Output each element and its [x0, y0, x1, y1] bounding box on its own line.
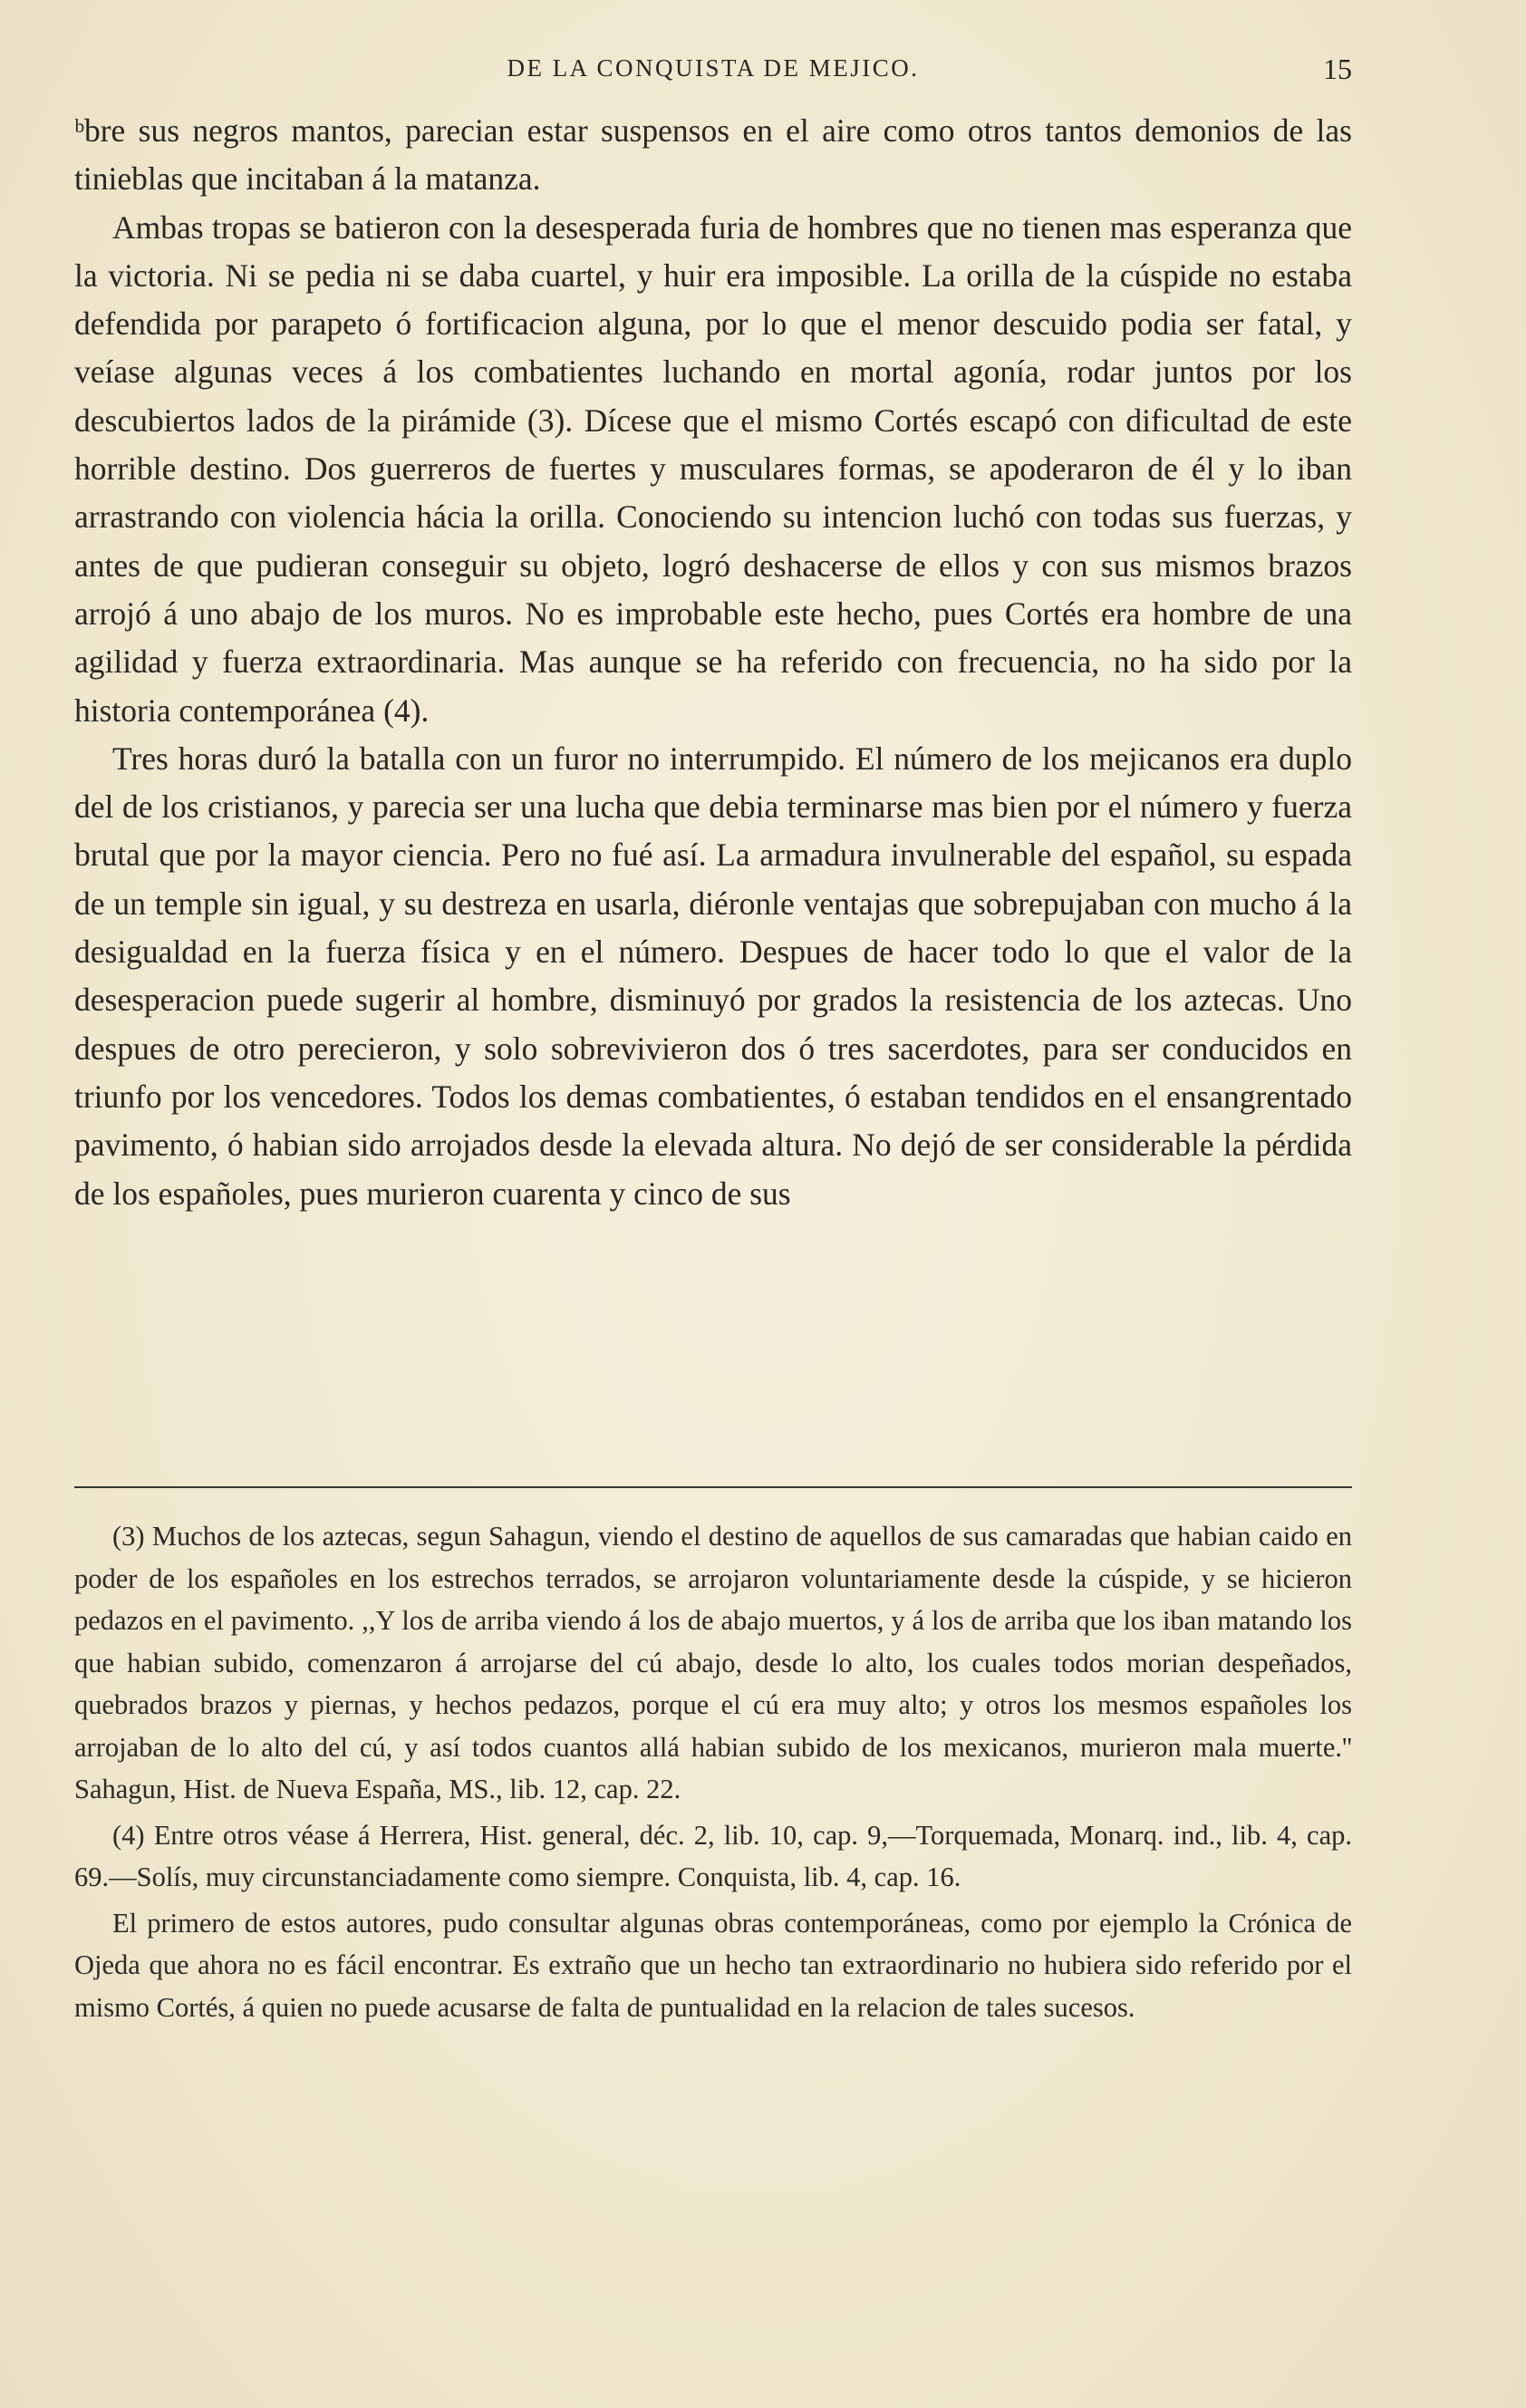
footnote-3: (3) Muchos de los aztecas, segun Sahagun, viendo el destino de aquellos de sus camaradas que habian caido en poder de los españoles en los estrechos terrados, se arrojaron voluntariamente desde la cúspide, y se hicieron pedazos en el pavimento. ,,Y los de arriba viendo á los de abajo muertos, y á los de arriba que los iban matando los que habian subido, comenzaron á arrojarse del cú abajo, desde lo alto, los cuales todos morian despeñados, quebrados brazos y piernas, y hechos pedazos, porque el cú era muy alto; y otros los mesmos españoles los arrojaban de lo alto del cú, y así todos cuantos allá habian subido de los mexicanos, murieron mala muerte.'' Sahagun, Hist. de Nueva España, MS., lib. 12, cap. 22. [74, 1521, 1352, 1804]
main-text [74, 107, 1352, 1218]
page-number: 15 [1323, 53, 1352, 85]
body-paragraph: ᵇbre sus negros mantos, parecian estar suspensos en el aire como otros tantos demonios de las tinieblas que incitaban á la matanza. [74, 112, 1352, 198]
body-paragraph: Ambas tropas se batieron con la desesperada furia de hombres que no tienen mas esperanza que la victoria. Ni se pedia ni se daba cuartel, y huir era imposible. La orilla de la cúspide no estaba defendida por parapeto ó fortificacion alguna, por lo que el menor descuido podia ser fatal, y veíase algunas veces á los combatientes luchando en mortal agonía, rodar juntos por los descubiertos lados de la pirámide (3). Dícese que el mismo Cortés escapó con dificultad de este horrible destino. Dos guerreros de fuertes y musculares formas, se apoderaron de él y lo iban arrastrando con violencia hácia la orilla. Conociendo su intencion luchó con todas sus fuerzas, y antes de que pudieran conseguir su objeto, logró deshacerse de ellos y con sus mismos brazos arrojó á uno abajo de los muros. No es improbable este hecho, pues Cortés era hombre de una agilidad y fuerza extraordinaria. Mas aunque se ha referido con frecuencia, no ha sido por la historia contemporánea (4). [74, 208, 1352, 729]
footnote-divider [74, 1486, 1352, 1488]
footnote-continuation: El primero de estos autores, pudo consultar algunas obras contemporáneas, como por ejemplo la Crónica de Ojeda que ahora no es fácil encontrar. Es extraño que un hecho tan extraordinario no hubiera sido referido por el mismo Cortés, á quien no puede acusarse de falta de puntualidad en la relacion de tales sucesos. [74, 1907, 1352, 2023]
body-paragraph: Tres horas duró la batalla con un furor no interrumpido. El número de los mejicanos era duplo del de los cristianos, y parecia ser una lucha que debia terminarse mas bien por el número y fuerza brutal que por la mayor ciencia. Pero no fué así. La armadura invulnerable del español, su espada de un temple sin igual, y su destreza en usarla, diéronle ventajas que sobrepujaban con mucho á la desigualdad en la fuerza física y en el número. Despues de hacer todo lo que el valor de la desesperacion puede sugerir al hombre, disminuyó por grados la resistencia de los aztecas. Uno despues de otro perecieron, y solo sobrevivieron dos ó tres sacerdotes, para ser conducidos en triunfo por los vencedores. Todos los demas combatientes, ó estaban tendidos en el ensangrentado pavimento, ó habian sido arrojados desde la elevada altura. No dejó de ser considerable la pérdida de los españoles, pues murieron cuarenta y cinco de sus [74, 740, 1352, 1212]
footnote-4: (4) Entre otros véase á Herrera, Hist. general, déc. 2, lib. 10, cap. 9,—Torquemada, Monarq. ind., lib. 4, cap. 69.—Solís, muy circunstanciadamente como siempre. Conquista, lib. 4, cap. 16. [74, 1819, 1352, 1892]
running-head [74, 53, 1352, 89]
footnotes [74, 1515, 1352, 2032]
running-title: DE LA CONQUISTA DE MEJICO. [507, 54, 920, 82]
